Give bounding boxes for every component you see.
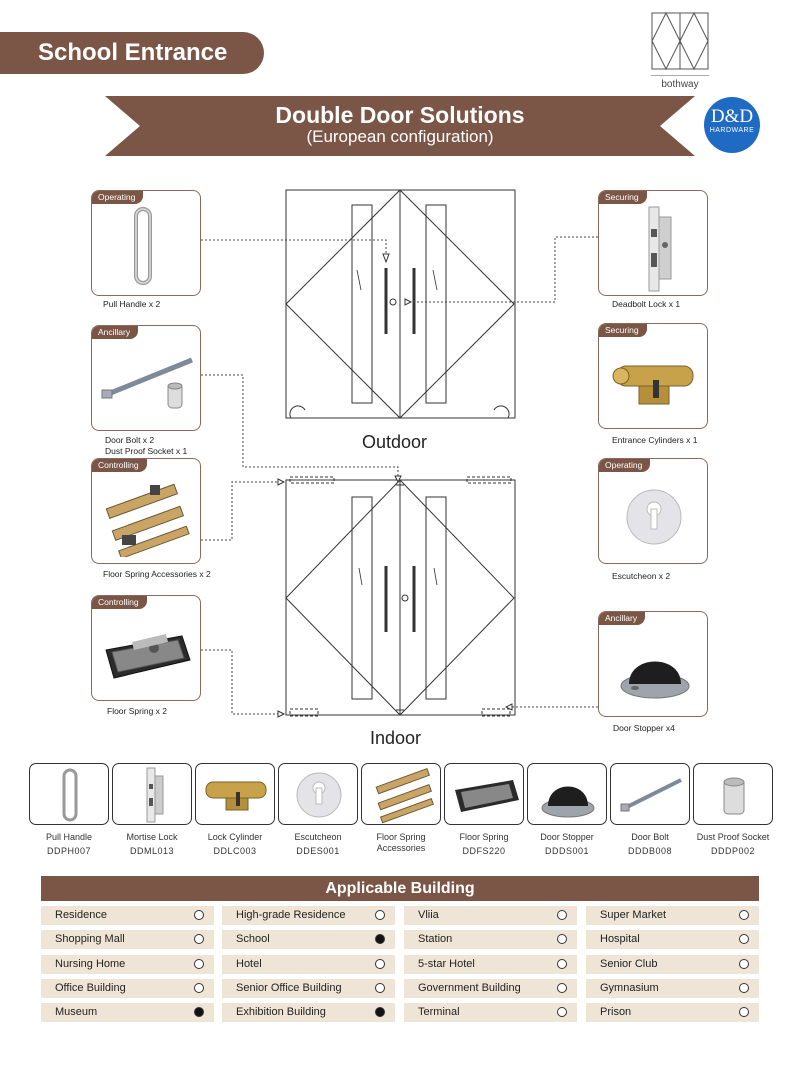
caption-door-stopper: Door Stopper x4 (613, 723, 675, 733)
product-name: Dust Proof Socket (696, 832, 770, 842)
radio-unchecked-icon (194, 934, 204, 944)
radio-unchecked-icon (739, 1007, 749, 1017)
card-floor-spring-accessories (91, 458, 201, 564)
product-name: Floor Spring (459, 832, 509, 842)
cylinder-icon (196, 764, 276, 826)
escutcheon-icon (279, 764, 359, 826)
building-label: Shopping Mall (55, 933, 125, 946)
page-title: School Entrance (0, 32, 264, 74)
building-option (586, 1003, 759, 1022)
card-tag: Controlling (92, 459, 147, 472)
radio-unchecked-icon (739, 983, 749, 993)
product-name: Door Bolt (631, 832, 669, 842)
caption-floor-spring: Floor Spring x 2 (107, 706, 167, 716)
building-option (222, 906, 395, 925)
product-tile (527, 763, 607, 825)
caption-escutcheon: Escutcheon x 2 (612, 571, 671, 581)
radio-unchecked-icon (375, 910, 385, 920)
building-option (41, 955, 214, 974)
product-name: Floor Spring Accessories (376, 832, 426, 853)
building-label: Vliia (418, 909, 439, 921)
building-option (41, 906, 214, 925)
building-label: Gymnasium (600, 981, 659, 994)
building-option (404, 906, 577, 925)
product-code: DDLC003 (213, 846, 257, 856)
card-tag: Securing (599, 324, 647, 337)
radio-unchecked-icon (557, 983, 567, 993)
banner-subtitle: (European configuration) (306, 127, 494, 146)
building-label: School (236, 933, 270, 946)
radio-unchecked-icon (557, 934, 567, 944)
building-option (404, 979, 577, 998)
pull-handle-icon (30, 764, 110, 826)
deadbolt-lock-icon (635, 205, 675, 293)
radio-unchecked-icon (739, 959, 749, 969)
product-tile (112, 763, 192, 825)
card-floor-spring (91, 595, 201, 701)
building-option (222, 979, 395, 998)
product-tile (195, 763, 275, 825)
card-escutcheon (598, 458, 708, 564)
indoor-door-drawing (286, 477, 515, 716)
card-door-stopper (598, 611, 708, 717)
card-deadbolt-lock (598, 190, 708, 296)
building-option (586, 955, 759, 974)
product-code: DDDB008 (627, 846, 673, 856)
building-option (586, 930, 759, 949)
dust-proof-socket-icon (694, 764, 774, 826)
radio-unchecked-icon (375, 959, 385, 969)
caption-dust-proof-socket: Dust Proof Socket x 1 (105, 446, 188, 456)
building-label: Exhibition Building (236, 1006, 326, 1019)
building-option (222, 955, 395, 974)
outdoor-door-drawing (286, 190, 515, 418)
floor-spring-accessories-icon (362, 764, 442, 826)
card-pull-handle (91, 190, 201, 296)
card-cylinder (598, 323, 708, 429)
radio-unchecked-icon (375, 983, 385, 993)
building-label: Prison (600, 1006, 632, 1019)
building-label: High-grade Residence (236, 909, 346, 921)
caption-floor-spring-accessories: Floor Spring Accessories x 2 (103, 569, 211, 579)
radio-checked-icon (375, 1007, 385, 1017)
mortise-lock-icon (113, 764, 193, 826)
outdoor-label: Outdoor (362, 432, 428, 452)
radio-unchecked-icon (557, 959, 567, 969)
building-option (222, 1003, 395, 1022)
indoor-label: Indoor (370, 728, 422, 748)
logo-sub-text: HARDWARE (709, 127, 755, 134)
product-tile (693, 763, 773, 825)
building-label: Nursing Home (55, 957, 126, 970)
building-option (586, 979, 759, 998)
caption-pull-handle: Pull Handle x 2 (103, 299, 161, 309)
building-option (404, 930, 577, 949)
building-option (222, 930, 395, 949)
card-tag: Ancillary (599, 612, 645, 625)
product-name: Mortise Lock (126, 832, 178, 842)
product-name: Door Stopper (540, 832, 594, 842)
product-tile (610, 763, 690, 825)
door-stopper-icon (528, 764, 608, 826)
product-code: DDML013 (129, 846, 175, 856)
bothway-label: bothway (661, 79, 699, 90)
floor-spring-icon (445, 764, 525, 826)
banner-title: Double Door Solutions (275, 102, 525, 128)
product-code: DDES001 (296, 846, 340, 856)
radio-unchecked-icon (557, 1007, 567, 1017)
radio-unchecked-icon (739, 910, 749, 920)
building-label: Station (418, 933, 453, 946)
door-bolt-icon (98, 348, 196, 418)
cylinder-icon (609, 352, 699, 418)
card-tag: Securing (599, 191, 647, 204)
radio-unchecked-icon (739, 934, 749, 944)
escutcheon-icon (624, 479, 684, 553)
building-label: Terminal (418, 1006, 460, 1019)
product-name: Pull Handle (45, 832, 93, 842)
product-code: DDPH007 (46, 846, 92, 856)
building-option (404, 1003, 577, 1022)
card-door-bolt (91, 325, 201, 431)
logo-main-text: D&D (710, 106, 754, 127)
radio-checked-icon (194, 1007, 204, 1017)
card-tag: Operating (92, 191, 143, 204)
building-label: Senior Office Building (236, 981, 342, 994)
floor-spring-icon (102, 622, 192, 688)
product-tile (361, 763, 441, 825)
floor-spring-accessories-icon (100, 477, 195, 557)
building-option (41, 979, 214, 998)
product-code: DDDS001 (544, 846, 590, 856)
building-label: Residence (55, 909, 107, 921)
building-label: Office Building (55, 981, 126, 994)
product-code: DDFS220 (462, 846, 506, 856)
door-stopper-icon (613, 634, 697, 704)
product-tile (444, 763, 524, 825)
building-option (41, 930, 214, 949)
building-option (586, 906, 759, 925)
caption-door-bolt: Door Bolt x 2 (105, 435, 155, 445)
card-tag: Ancillary (92, 326, 138, 339)
building-option (404, 955, 577, 974)
product-code: DDDP002 (710, 846, 756, 856)
applicable-building-header: Applicable Building (41, 876, 759, 901)
card-tag: Operating (599, 459, 650, 472)
building-label: Hospital (600, 933, 640, 946)
caption-cylinder: Entrance Cylinders x 1 (612, 435, 698, 445)
building-label: 5-star Hotel (418, 957, 475, 970)
building-label: Senior Club (600, 957, 658, 970)
radio-unchecked-icon (194, 910, 204, 920)
product-tile (29, 763, 109, 825)
building-label: Museum (55, 1006, 98, 1019)
pull-handle-icon (122, 205, 172, 285)
radio-unchecked-icon (194, 959, 204, 969)
building-option (41, 1003, 214, 1022)
caption-deadbolt-lock: Deadbolt Lock x 1 (612, 299, 681, 309)
building-label: Hotel (236, 957, 262, 970)
door-bolt-icon (611, 764, 691, 826)
building-label: Super Market (600, 909, 667, 921)
product-name: Lock Cylinder (207, 832, 263, 842)
radio-unchecked-icon (194, 983, 204, 993)
product-name: Escutcheon (294, 832, 342, 842)
card-tag: Controlling (92, 596, 147, 609)
building-label: Government Building (418, 981, 521, 994)
product-tile (278, 763, 358, 825)
radio-unchecked-icon (557, 910, 567, 920)
radio-checked-icon (375, 934, 385, 944)
